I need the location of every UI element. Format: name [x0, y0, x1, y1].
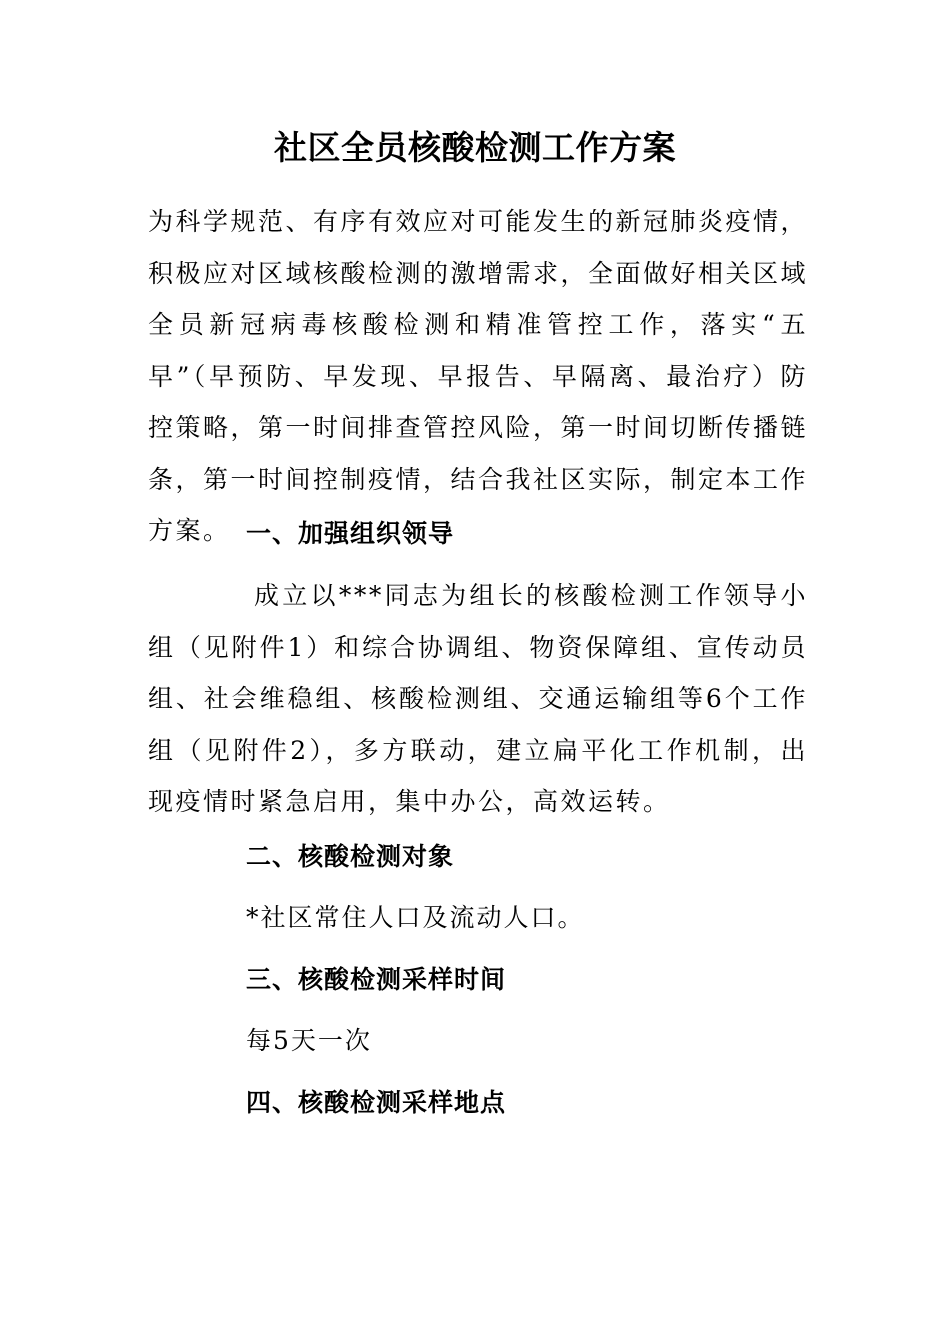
section-body-3: 每5天一次: [246, 1026, 372, 1055]
section-heading-2: 二、核酸检测对象: [246, 842, 455, 871]
section-body-1: 成立以***同志为组长的核酸检测工作领导小组（见附件1）和综合协调组、物资保障组、宣传动员组、社会维稳组、核酸检测组、交通运输组等6个工作组（见附件2），多方联动，建立扁平化工作机制，出现疫情时紧急启用，集中办公，高效运转。: [148, 581, 808, 816]
section-body-2: *社区常住人口及流动人口。: [246, 903, 585, 932]
section-heading-4: 四、核酸检测采样地点: [246, 1088, 507, 1117]
section-heading-3: 三、核酸检测采样时间: [246, 965, 507, 994]
document-title: 社区全员核酸检测工作方案: [274, 128, 676, 167]
intro-paragraph: 为科学规范、有序有效应对可能发生的新冠肺炎疫情，积极应对区域核酸检测的激增需求，全面做好相关区域全员新冠病毒核酸检测和精准管控工作，落实“五早”（早预防、早发现、早报告、早隔离、最治疗）防控策略，第一时间排查管控风险，第一时间切断传播链条，第一时间控制疫情，结合我社区实际，制定本工作方案。: [148, 207, 809, 545]
section-heading-1: 一、加强组织领导: [246, 519, 455, 548]
